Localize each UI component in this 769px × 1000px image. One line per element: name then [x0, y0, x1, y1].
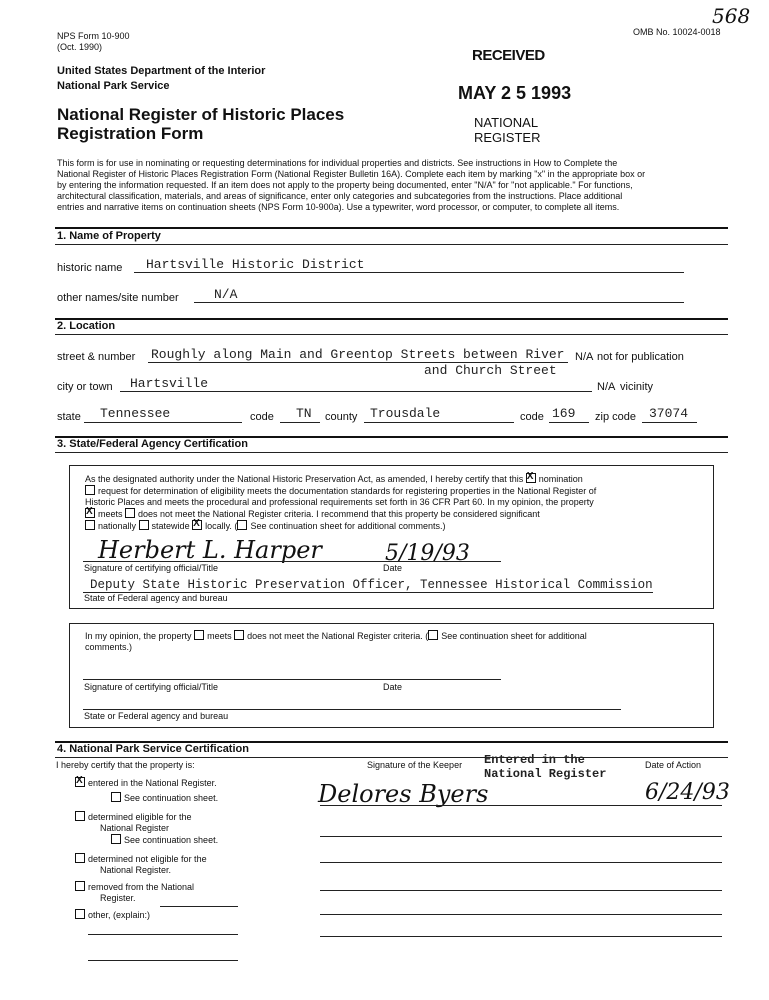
street-label: street & number [57, 351, 136, 363]
entered-stamp-2: National Register [484, 767, 607, 781]
eligible-checkbox[interactable] [75, 811, 85, 821]
form-date: (Oct. 1990) [57, 42, 103, 52]
opinion-continuation-checkbox[interactable] [428, 630, 438, 640]
field-underline [84, 422, 242, 423]
form-title-2: Registration Form [57, 124, 204, 143]
state-code-value[interactable]: TN [296, 406, 312, 421]
date-label: Date [383, 563, 403, 573]
signature-label-2: Signature of certifying official/Title [84, 682, 219, 692]
street-value-2[interactable]: and Church Street [424, 363, 557, 378]
statewide-checkbox[interactable] [139, 520, 149, 530]
omb-number: OMB No. 10024-0018 [633, 27, 721, 37]
city-value[interactable]: Hartsville [130, 376, 209, 391]
signature-label: Signature of certifying official/Title [84, 563, 219, 573]
not-for-publication-na: N/A [575, 351, 594, 363]
section-3-heading: 3. State/Federal Agency Certification [57, 438, 248, 450]
field-underline [642, 422, 697, 423]
nationally-checkbox[interactable] [85, 520, 95, 530]
date-label-2: Date [383, 682, 403, 692]
keeper-line [320, 890, 722, 891]
keeper-line [320, 862, 722, 863]
state-label: state [57, 411, 81, 423]
official-title-value[interactable]: Deputy State Historic Preservation Officer, Tennessee Historical Commission [90, 578, 653, 592]
city-label: city or town [57, 381, 113, 393]
dept-name: United States Department of the Interior [57, 65, 266, 77]
field-underline [280, 422, 320, 423]
other-names-value[interactable]: N/A [214, 287, 238, 302]
explain-line [160, 906, 238, 907]
historic-name-value[interactable]: Hartsville Historic District [146, 257, 365, 272]
county-label: county [325, 411, 358, 423]
received-stamp: RECEIVED [472, 47, 545, 64]
field-underline [120, 391, 592, 392]
section-1-heading: 1. Name of Property [57, 230, 161, 242]
historic-name-label: historic name [57, 262, 123, 274]
zip-label: zip code [595, 411, 636, 423]
section-divider [55, 318, 728, 320]
meets-checkbox[interactable] [85, 508, 95, 518]
opinion-text: In my opinion, the property meets does not meet the National Register criteria. ( See continuation sheet for additional comments.) [85, 631, 587, 652]
other-names-label: other names/site number [57, 292, 179, 304]
section-divider [55, 452, 728, 453]
opinion-meets-checkbox[interactable] [194, 630, 204, 640]
stamp-national: NATIONAL [474, 115, 539, 130]
section-divider [55, 757, 728, 758]
not-for-publication-label: not for publication [597, 351, 684, 363]
explain-line [88, 960, 238, 961]
state-code-label: code [250, 411, 274, 423]
does-not-meet-checkbox[interactable] [125, 508, 135, 518]
service-name: National Park Service [57, 80, 170, 92]
vicinity-label: vicinity [620, 381, 654, 393]
certifying-date: 5/19/93 [385, 541, 470, 566]
entered-checkbox[interactable] [75, 777, 85, 787]
section-2-heading: 2. Location [57, 320, 116, 332]
form-number: NPS Form 10-900 [57, 31, 130, 41]
field-underline [194, 302, 684, 303]
see-continuation-checkbox-2[interactable] [111, 834, 121, 844]
county-code-label: code [520, 411, 544, 423]
form-title-1: National Register of Historic Places [57, 105, 345, 124]
street-value-1[interactable]: Roughly along Main and Greentop Streets between River [151, 347, 565, 362]
not-eligible-checkbox[interactable] [75, 853, 85, 863]
field-underline [364, 422, 514, 423]
agency-line [83, 709, 621, 710]
agency-label: State of Federal agency and bureau [84, 593, 228, 603]
stamp-register: REGISTER [474, 130, 541, 145]
date-of-action-label: Date of Action [645, 760, 702, 770]
entered-stamp-1: Entered in the [484, 753, 585, 767]
agency-label-2: State or Federal agency and bureau [84, 711, 229, 721]
other-checkbox[interactable] [75, 909, 85, 919]
county-value[interactable]: Trousdale [370, 406, 441, 421]
signature-line [83, 679, 501, 680]
keeper-intro: I hereby certify that the property is: [56, 760, 195, 770]
keeper-line [320, 936, 722, 937]
keeper-line [320, 836, 722, 837]
request-checkbox[interactable] [85, 485, 95, 495]
field-underline [549, 422, 589, 423]
keeper-signature-label: Signature of the Keeper [367, 760, 463, 770]
action-date: 6/24/93 [645, 780, 730, 805]
certifying-signature: Herbert L. Harper [98, 536, 322, 564]
section-4-heading: 4. National Park Service Certification [57, 743, 249, 755]
continuation-checkbox[interactable] [237, 520, 247, 530]
explain-line [88, 934, 238, 935]
instructions-paragraph: This form is for use in nominating or requesting determinations for individual properties and districts. See instructions in How to Complete the National Register of Historic Places Registration Form (National Register Bulletin 16A). Complete each item by marking "x" in the appropriate box or by entering the information requested. If an item does not apply to the property being documented, enter "N/A" for "not applicable." For functions, architectural classification, materials, and areas of significance, enter only categories and subcategories from the instructions. Place additional entries and narrative items on continuation sheets (NPS Form 10-900a). Use a typewriter, word processor, or computer, to complete all items. [57, 158, 646, 212]
removed-checkbox[interactable] [75, 881, 85, 891]
see-continuation-checkbox-1[interactable] [111, 792, 121, 802]
certification-text: As the designated authority under the National Historic Preservation Act, as amended, I hereby certify that this X nomination request for determination of eligibility meets the documentation standards for registering properties in the National Register of Historic Places and meets the procedural and professional requirements set forth in 36 CFR Part 60. In my opinion, the property Xmeets does not meet the National Register criteria. I recommend that this property be considered significant nationally statewide X locally. ( See continuation sheet for additional comments.) [85, 473, 705, 532]
locally-checkbox[interactable] [192, 520, 202, 530]
section-divider [55, 244, 728, 245]
state-value[interactable]: Tennessee [100, 406, 171, 421]
received-date-stamp: MAY 2 5 1993 [458, 83, 572, 103]
keeper-line [320, 914, 722, 915]
signature-line [83, 561, 501, 562]
opinion-not-meet-checkbox[interactable] [234, 630, 244, 640]
section-divider [55, 227, 728, 229]
handwritten-number: 568 [712, 4, 751, 28]
keeper-signature: Delores Byers [318, 780, 489, 808]
county-code-value[interactable]: 169 [552, 406, 576, 421]
field-underline [134, 272, 684, 273]
keeper-line [320, 805, 722, 806]
zip-value[interactable]: 37074 [649, 406, 689, 421]
section-divider [55, 334, 728, 335]
vicinity-na: N/A [597, 381, 616, 393]
nomination-checkbox[interactable] [526, 473, 536, 483]
keeper-options: Xentered in the National Register. See continuation sheet. determined eligible for the National Register See continuation sheet. determined not eligible for the National Register. removed from the National Register. other, (explain:) [75, 777, 305, 921]
